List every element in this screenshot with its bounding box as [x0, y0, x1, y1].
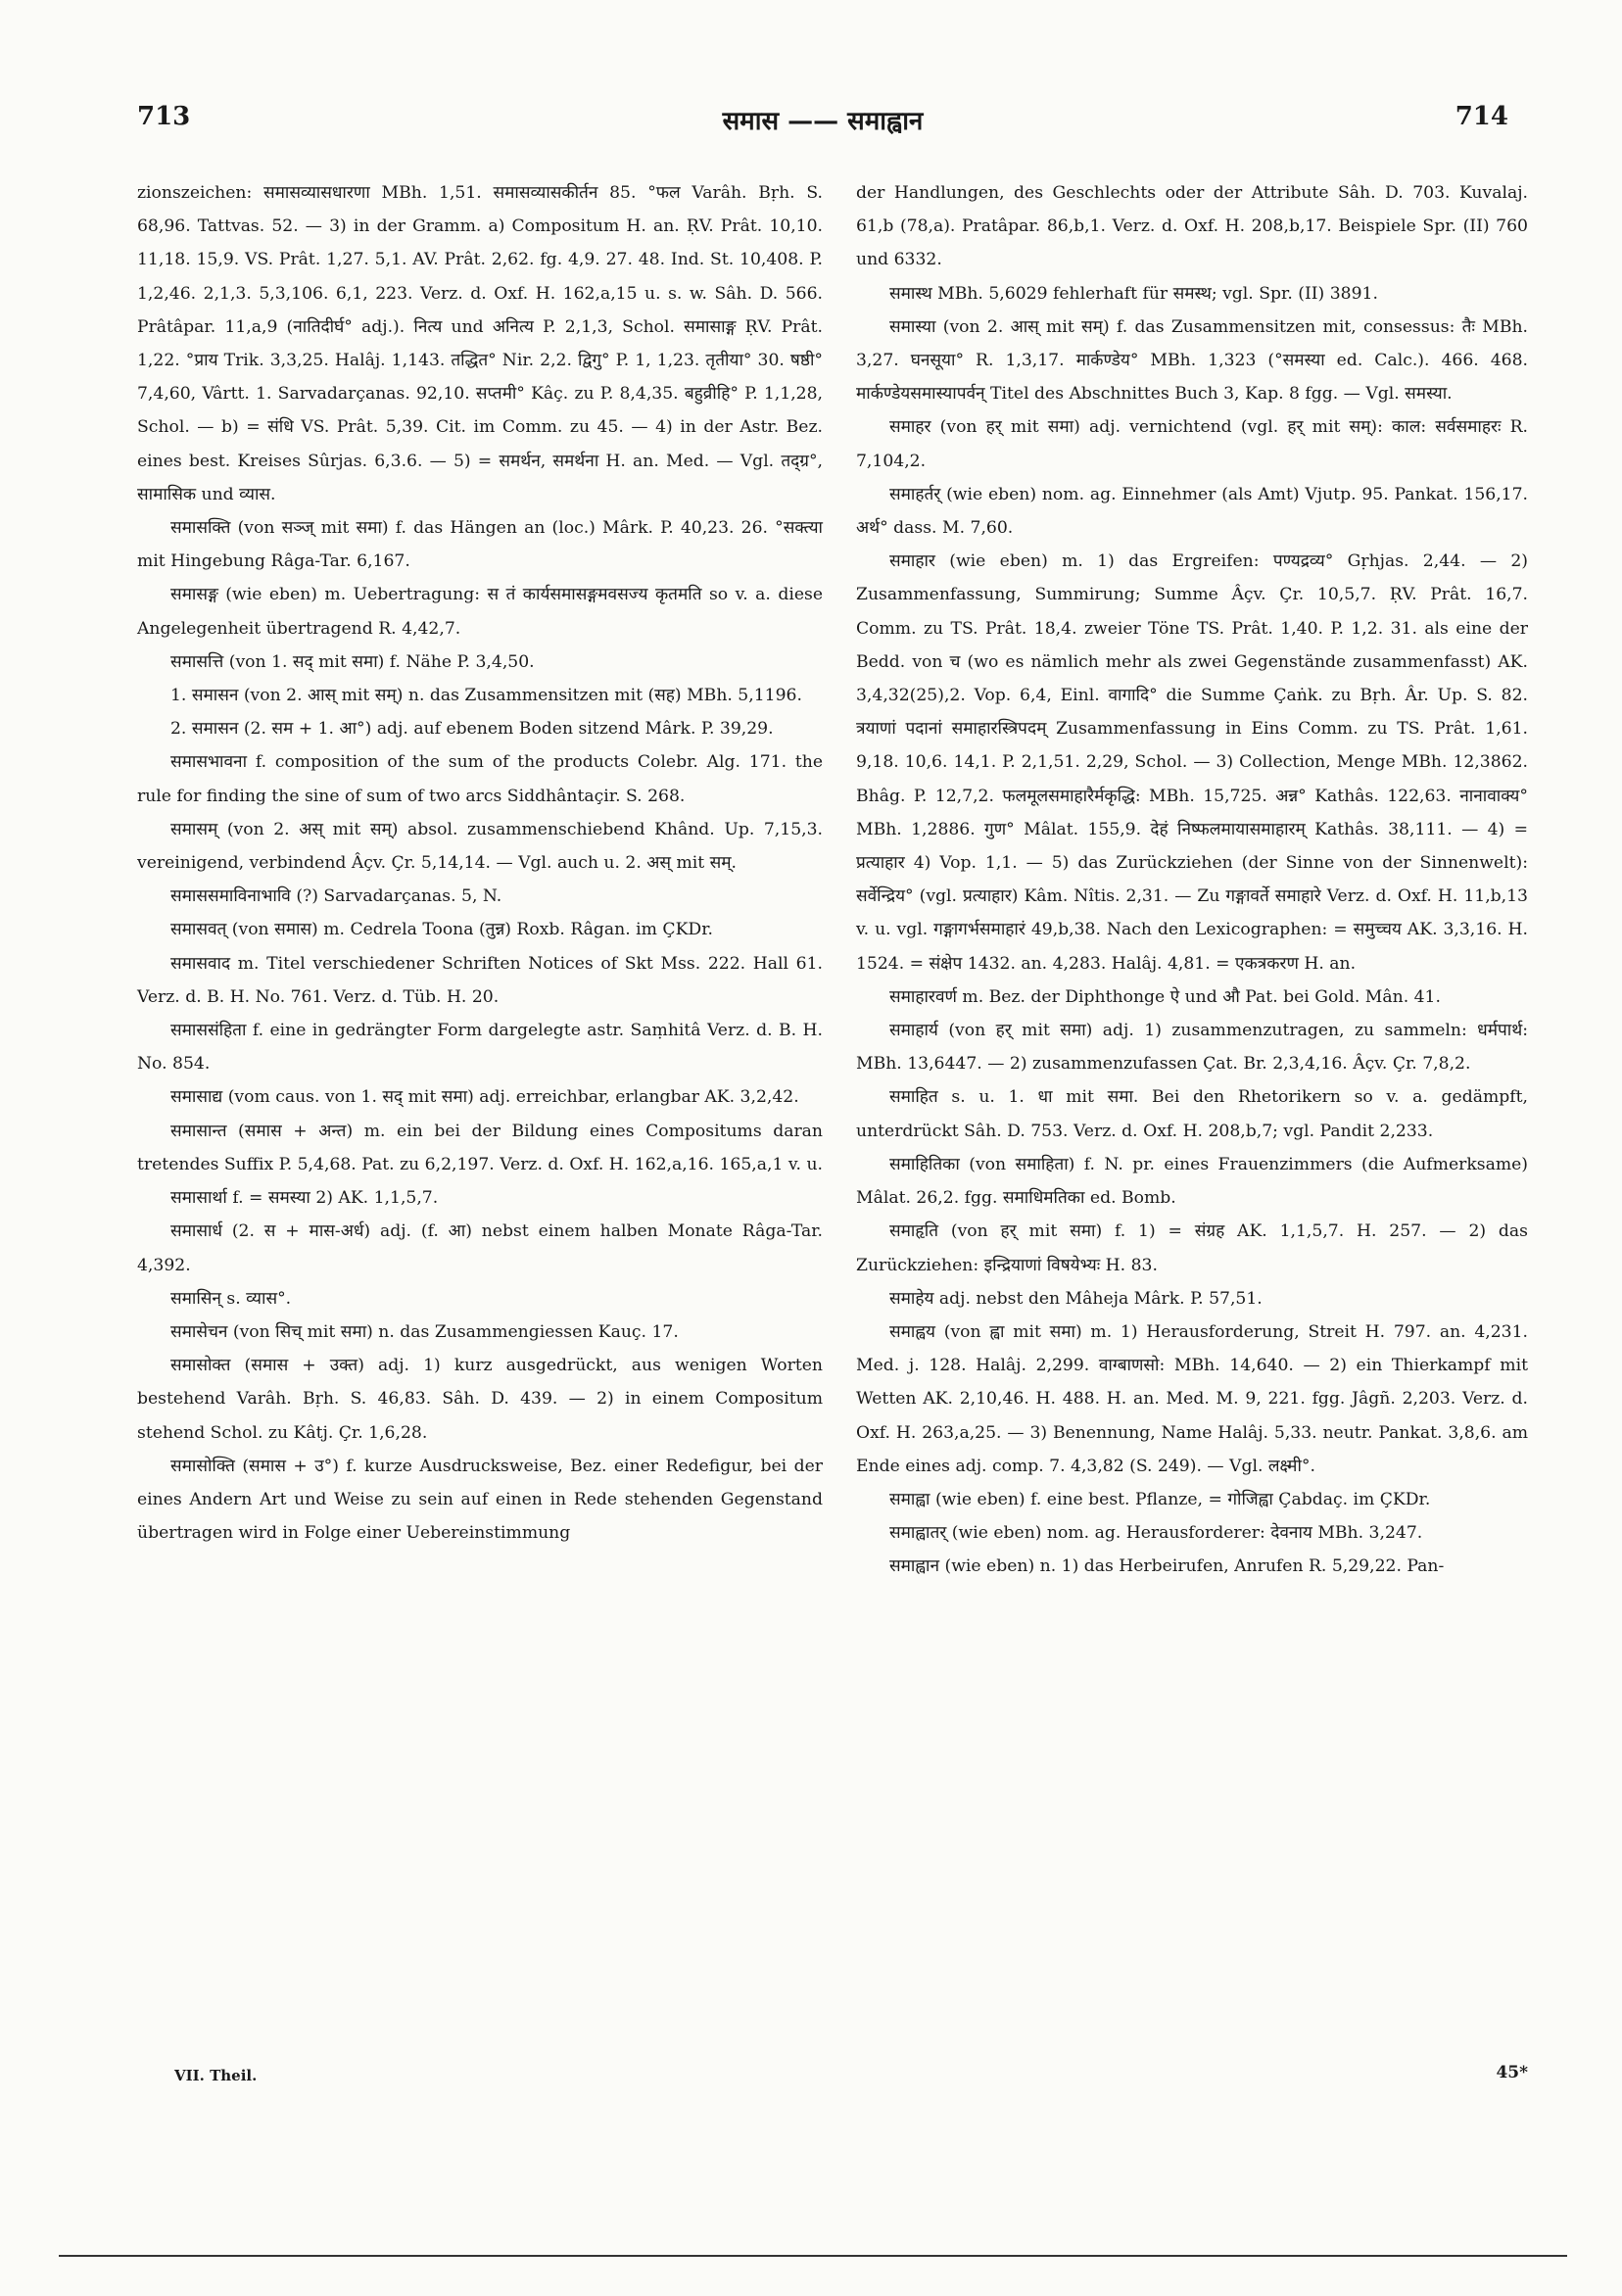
- page-number-left: 713: [137, 102, 191, 131]
- signature-mark: 45*: [1496, 2063, 1528, 2082]
- dictionary-entry: समाह्वय (von ह्वा mit समा) m. 1) Herausforderung, Streit H. 797. an. 4,231. Med. j. 128. Halâj. 2,299. वाग्बाणसो: MBh. 14,640. — 2) ein Thierkampf mit Wetten AK. 2,10,46. H. 488. H. an. Med. M. 9, 221. fgg. Jâgñ. 2,203. Verz. d. Oxf. H. 263,a,25. — 3) Benennung, Name Halâj. 5,33. neutr. Pankat. 3,8,6. am Ende eines adj. comp. 7. 4,3,82 (S. 249). — Vgl. लक्ष्मी°.: [856, 1321, 1528, 1476]
- page-number-right: 714: [1455, 102, 1508, 131]
- left-column: [137, 176, 823, 1550]
- dictionary-entry: समाह्वान (wie eben) n. 1) das Herbeirufen, Anrufen R. 5,29,22. Pan-: [889, 1556, 1445, 1577]
- dictionary-entry: समाहार (wie eben) m. 1) das Ergreifen: पण्यद्रव्य° Gṛhjas. 2,44. — 2) Zusammenfassung, Summirung; Summe Âçv. Çr. 10,5,7. ṚV. Prât. 16,7. Comm. zu TS. Prât. 18,4. zweier Töne TS. Prât. 1,40. P. 1,2. 31. als eine der Bedd. von च (wo es nämlich mehr als zwei Gegenstände zusammenfasst) AK. 3,4,32(25),2. Vop. 6,4, Einl. वागादि° die Summe Çaṅk. zu Bṛh. Âr. Up. S. 82. त्रयाणां पदानां समाहारस्त्रिपदम् Zusammenfassung in Eins Comm. zu TS. Prât. 1,61. 9,18. 10,6. 14,1. P. 2,1,51. 2,29, Schol. — 3) Collection, Menge MBh. 12,3862. Bhâg. P. 12,7,2. फलमूलसमाहारैर्मकृद्धि: MBh. 15,725. अन्न° Kathâs. 122,63. नानावाक्य° MBh. 1,2886. गुण° Mâlat. 155,9. देहं निष्फलमायासमाहारम् Kathâs. 38,111. — 4) = प्रत्याहार 4) Vop. 1,1. — 5) das Zurückziehen (der Sinne von der Sinnenwelt): सर्वेन्द्रिय° (vgl. प्रत्याहार) Kâm. Nîtis. 2,31. — Zu गङ्गावर्ते समाहारे Verz. d. Oxf. H. 11,b,13 v. u. vgl. गङ्गागर्भसमाहारं 49,b,38. Nach den Lexicographen: = समुच्चय AK. 3,3,16. H. 1524. = संक्षेप 1432. an. 4,283. Halâj. 4,81. = एकत्रकरण H. an.: [856, 551, 1528, 974]
- dictionary-entry: समाह्वातर् (wie eben) nom. ag. Herausforderer: देवनाय MBh. 3,247.: [889, 1523, 1423, 1544]
- dictionary-entry: समाह्वा (wie eben) f. eine best. Pflanze, = गोजिह्वा Çabdaç. im ÇKDr.: [889, 1489, 1431, 1509]
- bottom-rule: [59, 2255, 1567, 2257]
- dictionary-entry: समास्या (von 2. आस् mit सम्) f. das Zusammensitzen mit, consessus: तैः MBh. 3,27. घनसूया° R. 1,3,17. मार्कण्डेय° MBh. 1,323 (°समस्या ed. Calc.). 466. 468. मार्कण्डेयसमास्यापर्वन् Titel des Abschnittes Buch 3, Kap. 8 fgg. — Vgl. समस्या.: [856, 316, 1528, 405]
- dictionary-entry: समाससंहिता f. eine in gedrängter Form dargelegte astr. Saṃhitâ Verz. d. B. H. No. 854.: [137, 1021, 823, 1075]
- dictionary-entry: समासभावना f. composition of the sum of the products Colebr. Alg. 171. the rule for finding the sine of sum of two arcs Siddhântaçir. S. 268.: [137, 752, 823, 806]
- dictionary-entry: समासङ्ग (wie eben) m. Uebertragung: स तं कार्यसमासङ्गमवसज्य कृतमति so v. a. diese Angelegenheit übertragend R. 4,42,7.: [137, 585, 823, 639]
- dictionary-entry: समासम् (von 2. अस् mit सम्) absol. zusammenschiebend Khând. Up. 7,15,3. vereinigend, verbindend Âçv. Çr. 5,14,14. — Vgl. auch u. 2. अस् mit सम्.: [137, 819, 823, 874]
- dictionary-entry: समासार्ध (2. स + मास-अर्ध) adj. (f. आ) nebst einem halben Monate Râga-Tar. 4,392.: [137, 1221, 823, 1275]
- dictionary-entry: समाहेय adj. nebst den Mâheja Mârk. P. 57,51.: [889, 1288, 1263, 1309]
- dictionary-entry: समाहर्तर् (wie eben) nom. ag. Einnehmer (als Amt) Vjutp. 95. Pankat. 156,17. अर्थ° dass. M. 7,60.: [856, 484, 1528, 539]
- dictionary-entry: 1. समासन (von 2. आस् mit सम्) n. das Zusammensitzen mit (सह) MBh. 5,1196.: [170, 686, 802, 706]
- page-header: [137, 102, 1508, 141]
- dictionary-entry: समासोक्ति (समास + उ°) f. kurze Ausdrucksweise, Bez. einer Redefigur, bei der eines Andern Art und Weise zu sein auf einen in Rede stehenden Gegenstand übertragen wird in Folge einer Uebereinstimmung: [137, 1456, 823, 1544]
- dictionary-entry: zionszeichen: समासव्यासधारणा MBh. 1,51. समासव्यासकीर्तन 85. °फल Varâh. Bṛh. S. 68,96. Tattvas. 52. — 3) in der Gramm. a) Compositum H. an. ṚV. Prât. 10,10. 11,18. 15,9. VS. Prât. 1,27. 5,1. AV. Prât. 2,62. fg. 4,9. 27. 48. Ind. St. 10,408. P. 1,2,46. 2,1,3. 5,3,106. 6,1, 223. Verz. d. Oxf. H. 162,a,15 u. s. w. Sâh. D. 566. Prâtâpar. 11,a,9 (नातिदीर्घ° adj.). नित्य und अनित्य P. 2,1,3, Schol. समासाङ्ग ṚV. Prât. 1,22. °प्राय Trik. 3,3,25. Halâj. 1,143. तद्धित° Nir. 2,2. द्विगु° P. 1, 1,23. तृतीया° 30. षष्ठी° 7,4,60, Vârtt. 1. Sarvadarçanas. 92,10. सप्तमी° Kâç. zu P. 8,4,35. बहुव्रीहि° P. 1,1,28, Schol. — b) = संधि VS. Prât. 5,39. Cit. im Comm. zu 45. — 4) in der Astr. Bez. eines best. Kreises Sûrjas. 6,3.6. — 5) = समर्थन, समर्थना H. an. Med. — Vgl. तद्ग्र°, सामासिक und व्यास.: [137, 183, 823, 504]
- dictionary-entry: समाहित s. u. 1. धा mit समा. Bei den Rhetorikern so v. a. gedämpft, unterdrückt Sâh. D. 753. Verz. d. Oxf. H. 208,b,7; vgl. Pandit 2,233.: [856, 1087, 1528, 1141]
- right-column: [856, 176, 1528, 1584]
- volume-label: VII. Theil.: [174, 2067, 258, 2084]
- dictionary-entry: समाहार्य (von हर् mit समा) adj. 1) zusammenzutragen, zu sammeln: धर्मपार्थ: MBh. 13,6447. — 2) zusammenzufassen Çat. Br. 2,3,4,16. Âçv. Çr. 7,8,2.: [856, 1021, 1528, 1075]
- dictionary-entry: समासोक्त (समास + उक्त) adj. 1) kurz ausgedrückt, aus wenigen Worten bestehend Varâh. Bṛh. S. 46,83. Sâh. D. 439. — 2) in einem Compositum stehend Schol. zu Kâtj. Çr. 1,6,28.: [137, 1356, 823, 1443]
- dictionary-entry: समाहितिका (von समाहिता) f. N. pr. eines Frauenzimmers (die Aufmerksame) Mâlat. 26,2. fgg. समाधिमतिका ed. Bomb.: [856, 1154, 1528, 1209]
- dictionary-entry: समास्थ MBh. 5,6029 fehlerhaft für समस्थ; vgl. Spr. (II) 3891.: [889, 283, 1378, 304]
- dictionary-entry: समासत्ति (von 1. सद् mit समा) f. Nähe P. 3,4,50.: [170, 651, 535, 672]
- dictionary-entry: der Handlungen, des Geschlechts oder der Attribute Sâh. D. 703. Kuvalaj. 61,b (78,a). Pratâpar. 86,b,1. Verz. d. Oxf. H. 208,b,17. Beispiele Spr. (II) 760 und 6332.: [856, 183, 1528, 270]
- dictionary-entry: समासिन् s. व्यास°.: [170, 1288, 292, 1309]
- dictionary-entry: समासार्था f. = समस्या 2) AK. 1,1,5,7.: [170, 1188, 439, 1209]
- dictionary-entry: समासवाद m. Titel verschiedener Schriften Notices of Skt Mss. 222. Hall 61. Verz. d. B. H. No. 761. Verz. d. Tüb. H. 20.: [137, 953, 823, 1007]
- dictionary-entry: समासान्त (समास + अन्त) m. ein bei der Bildung eines Compositums daran tretendes Suffix P. 5,4,68. Pat. zu 6,2,197. Verz. d. Oxf. H. 162,a,16. 165,a,1 v. u.: [137, 1121, 823, 1174]
- dictionary-entry: समासाद्य (vom caus. von 1. सद् mit समा) adj. erreichbar, erlangbar AK. 3,2,42.: [170, 1087, 799, 1108]
- dictionary-entry: समासेचन (von सिच् mit समा) n. das Zusammengiessen Kauç. 17.: [170, 1321, 679, 1342]
- running-head: समास —— समाह्वान: [722, 107, 924, 136]
- dictionary-entry: समाहारवर्ण m. Bez. der Diphthonge ऐ und औ Pat. bei Gold. Mân. 41.: [889, 986, 1441, 1007]
- dictionary-entry: समाहृति (von हर् mit समा) f. 1) = संग्रह AK. 1,1,5,7. H. 257. — 2) das Zurückziehen: इन्द्रियाणां विषयेभ्यः H. 83.: [856, 1221, 1528, 1275]
- dictionary-entry: समासवत् (von समास) m. Cedrela Toona (तुन्न) Roxb. Râgan. im ÇKDr.: [170, 920, 713, 940]
- dictionary-entry: 2. समासन (2. सम + 1. आ°) adj. auf ebenem Boden sitzend Mârk. P. 39,29.: [170, 719, 774, 740]
- dictionary-entry: समाससमाविनाभावि (?) Sarvadarçanas. 5, N.: [170, 886, 502, 907]
- dictionary-entry: समासक्ति (von सञ्ज् mit समा) f. das Hängen an (loc.) Mârk. P. 40,23. 26. °सक्त्या mit Hingebung Râga-Tar. 6,167.: [137, 518, 823, 572]
- dictionary-entry: समाहर (von हर् mit समा) adj. vernichtend (vgl. हर् mit सम्): काल: सर्वसमाहरः R. 7,104,2.: [856, 417, 1528, 471]
